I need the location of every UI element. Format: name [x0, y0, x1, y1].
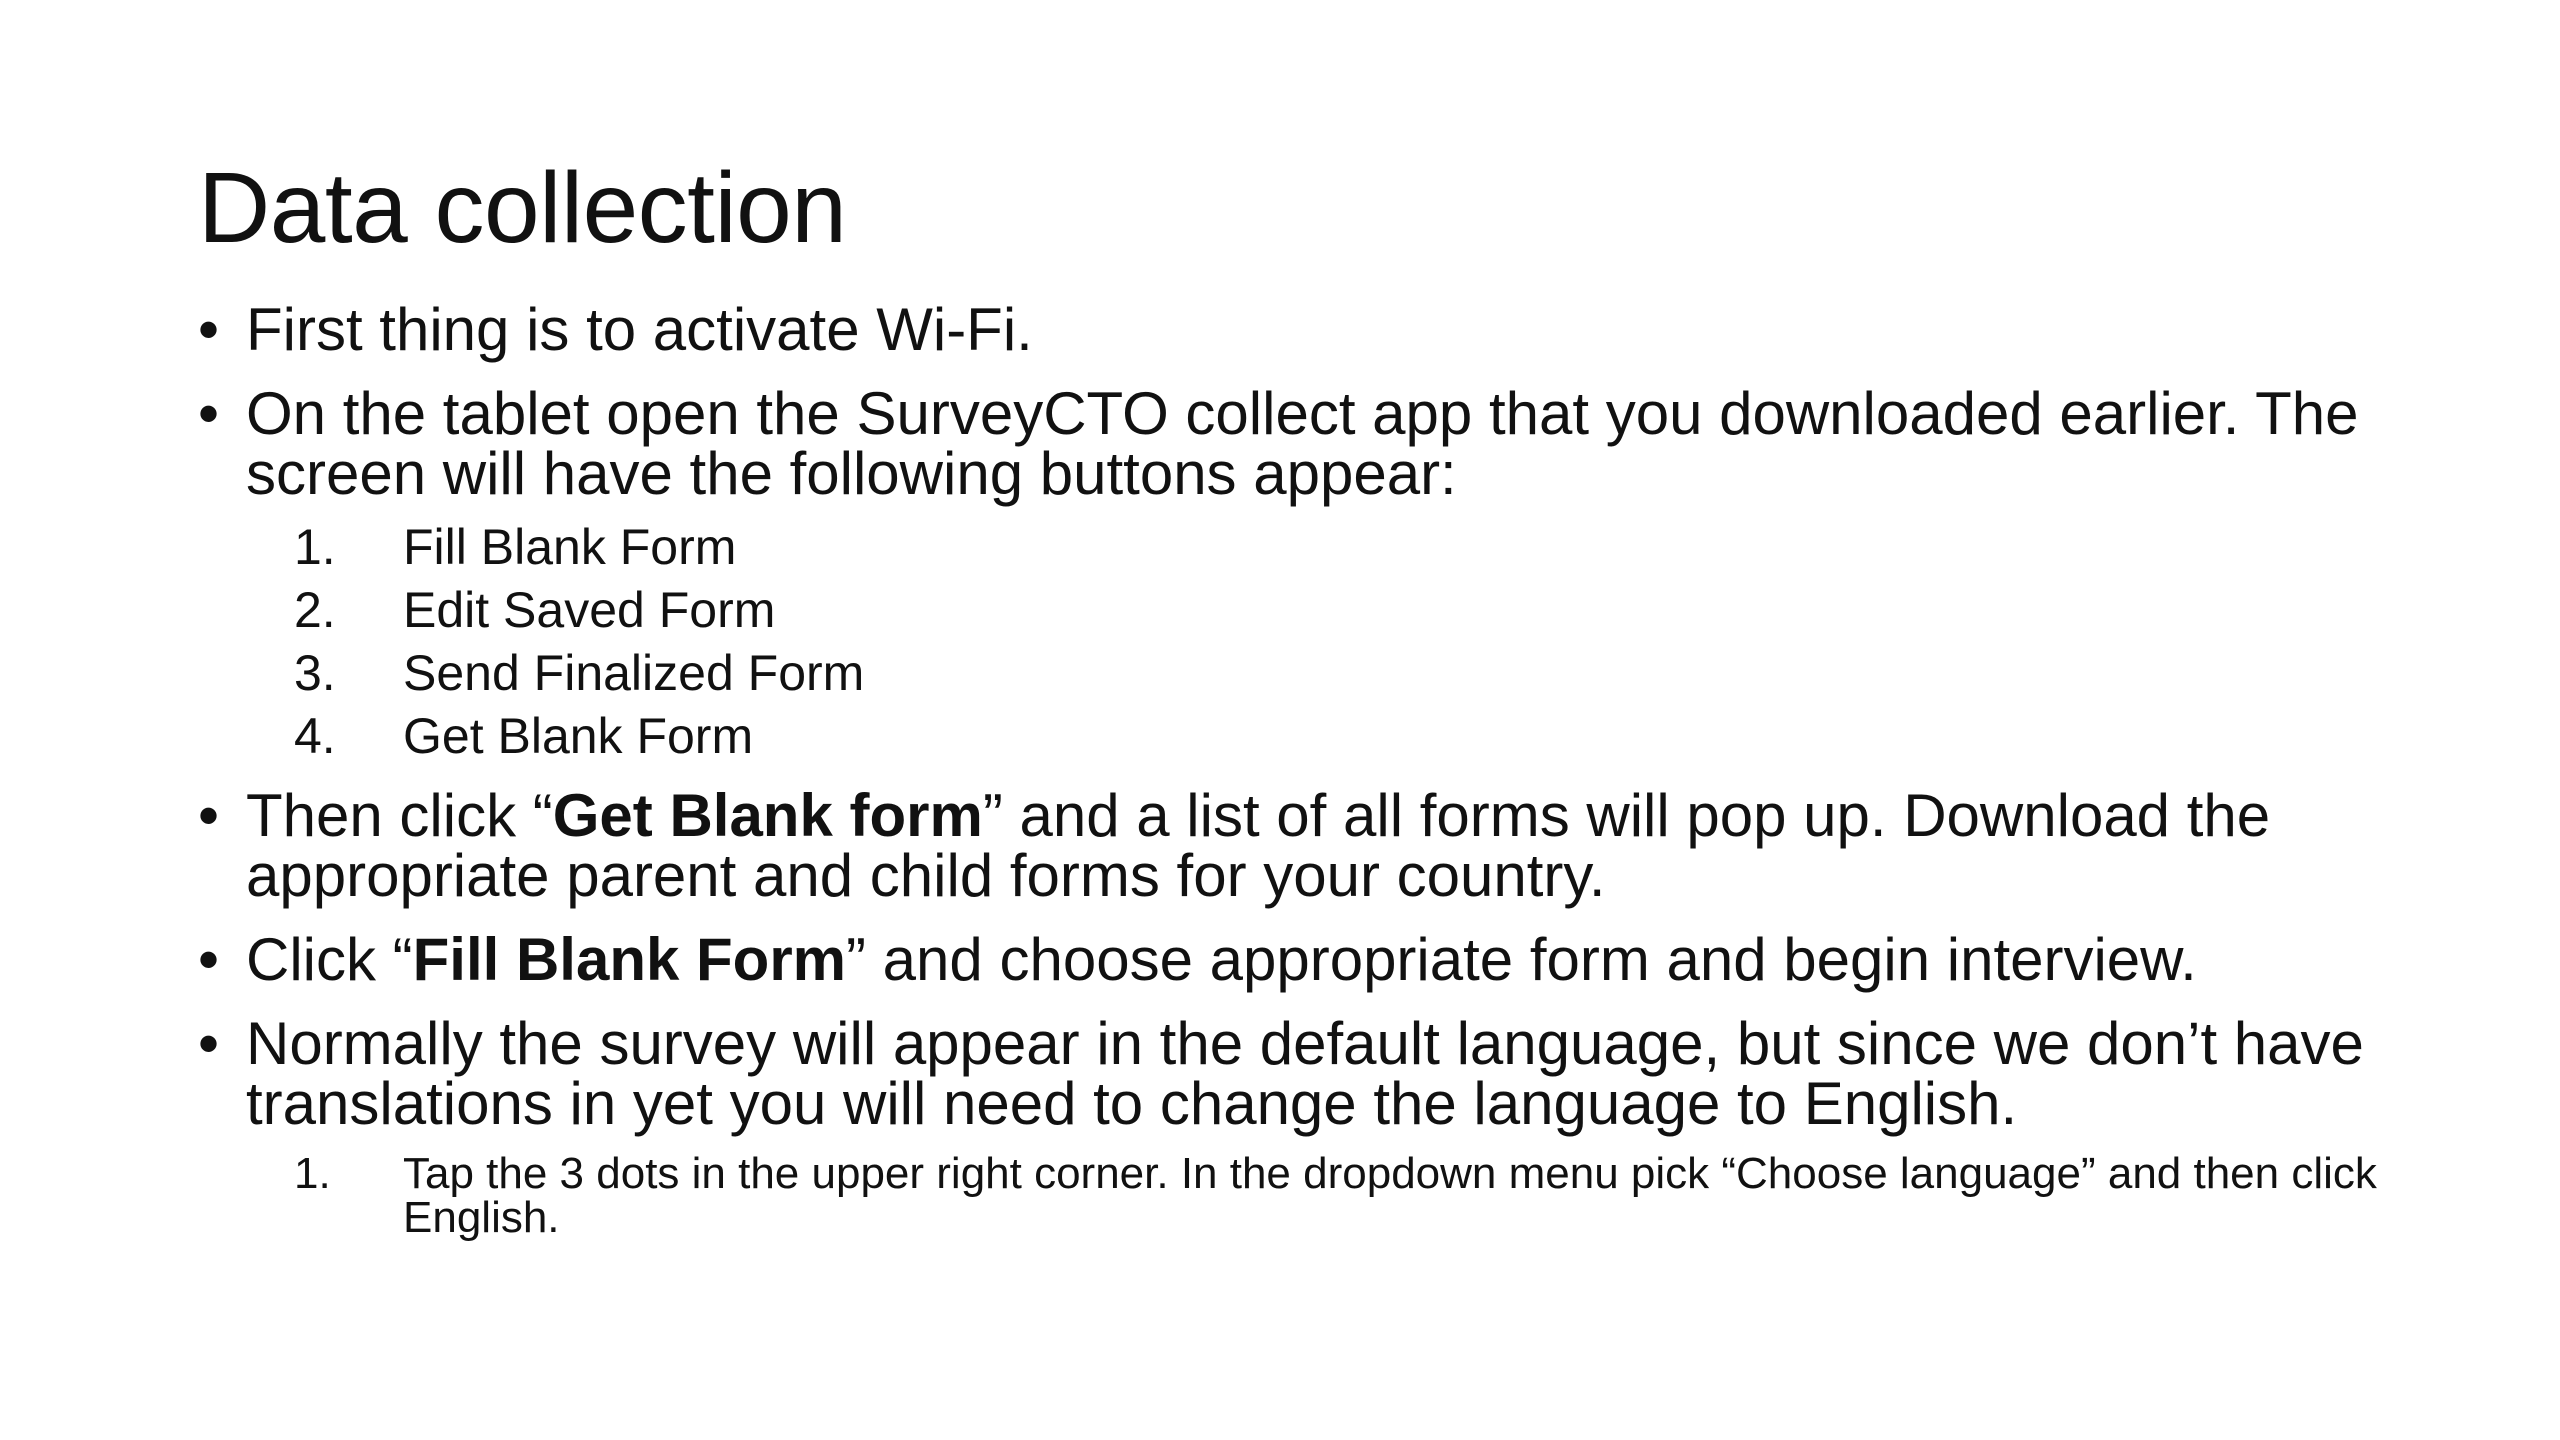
bullet-text-pre: Then click “ — [246, 782, 553, 849]
bullet-text-post: ” and choose appropriate form and begin interview. — [846, 926, 2197, 993]
list-label: Send Finalized Form — [403, 645, 865, 701]
bullet-text-pre: Click “ — [246, 926, 413, 993]
bullet-text-bold: Fill Blank Form — [412, 926, 847, 993]
bullet-dot-icon: • — [198, 782, 220, 849]
bullet-text: On the tablet open the SurveyCTO collect app that you downloaded earlier. The screen will have the following buttons appear: — [246, 380, 2359, 507]
bullet-text-post: ” and a list of all forms will pop up. Download the appropriate parent and child forms for your country. — [246, 782, 2271, 909]
language-steps-list — [198, 1149, 2438, 1242]
list-item — [198, 579, 2438, 642]
bullet-text — [246, 782, 2438, 909]
bullet-text: First thing is to activate Wi-Fi. — [246, 296, 1033, 363]
bullet-dot-icon: • — [198, 380, 220, 447]
list-item — [198, 705, 2438, 768]
list-number: 1. — [294, 519, 336, 575]
list-label: Get Blank Form — [403, 708, 754, 764]
bullet-dot-icon: • — [198, 1010, 220, 1077]
list-number: 3. — [294, 645, 336, 701]
bullet-item — [198, 926, 2438, 993]
bullet-dot-icon: • — [198, 296, 220, 363]
slide-content — [198, 296, 2438, 1258]
slide-title: Data collection — [198, 152, 847, 264]
list-item — [198, 516, 2438, 579]
list-number: 2. — [294, 582, 336, 638]
list-number: 4. — [294, 708, 336, 764]
bullet-item — [198, 782, 2438, 909]
list-number: 1. — [294, 1149, 331, 1198]
bullet-text: Normally the survey will appear in the default language, but since we don’t have translations in yet you will need to change the language to English. — [246, 1010, 2364, 1137]
bullet-item — [198, 1010, 2438, 1137]
list-label: Fill Blank Form — [403, 519, 737, 575]
list-item — [198, 1149, 2438, 1242]
list-item — [198, 642, 2438, 705]
bullet-item — [198, 380, 2438, 507]
bullet-text — [246, 926, 2438, 993]
bullet-text-bold: Get Blank form — [552, 782, 983, 849]
buttons-list — [198, 516, 2438, 768]
list-label: Edit Saved Form — [403, 582, 776, 638]
bullet-dot-icon: • — [198, 926, 220, 993]
bullet-item — [198, 296, 2438, 363]
list-label: Tap the 3 dots in the upper right corner. In the dropdown menu pick “Choose language” and then click English. — [403, 1149, 2377, 1242]
